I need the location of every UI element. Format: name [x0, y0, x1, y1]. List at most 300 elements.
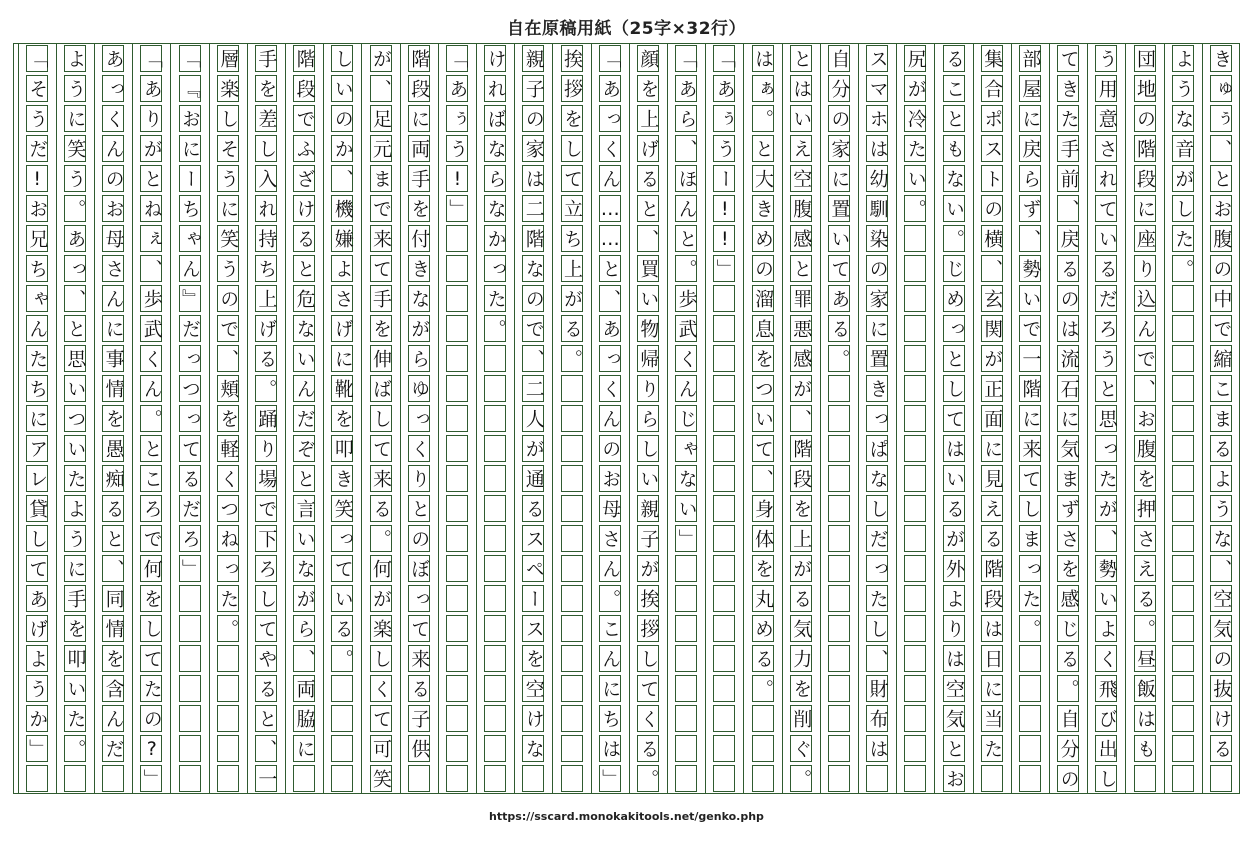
grid-cell: [713, 735, 735, 762]
grid-cell: 。: [904, 195, 926, 222]
grid-cell: 気: [790, 615, 812, 642]
grid-cell: 階: [1019, 375, 1041, 402]
grid-cell: [828, 765, 850, 792]
grid-cell: ん: [1134, 315, 1156, 342]
grid-cell: [446, 225, 468, 252]
grid-cell: 両: [293, 675, 315, 702]
grid-cell: ー: [179, 165, 201, 192]
grid-cell: 出: [1095, 735, 1117, 762]
grid-cell: る: [752, 645, 774, 672]
grid-cell: 戻: [1057, 225, 1079, 252]
grid-cell: 兄: [26, 225, 48, 252]
grid-cell: [446, 255, 468, 282]
grid-cell: ろ: [255, 555, 277, 582]
grid-cell: て: [752, 435, 774, 462]
grid-cell: が: [981, 345, 1003, 372]
grid-cell: [561, 375, 583, 402]
grid-cell: [561, 405, 583, 432]
grid-cell: 「: [26, 45, 48, 72]
grid-cell: 削: [790, 705, 812, 732]
grid-cell: い: [1095, 585, 1117, 612]
grid-cell: 階: [293, 45, 315, 72]
grid-cell: 、: [64, 285, 86, 312]
grid-cell: 階: [408, 45, 430, 72]
grid-cell: [675, 705, 697, 732]
grid-cell: し: [331, 45, 353, 72]
grid-cell: 手: [1057, 135, 1079, 162]
grid-cell: に: [599, 675, 621, 702]
grid-cell: な: [943, 165, 965, 192]
grid-cell: 、: [370, 75, 392, 102]
grid-cell: [828, 585, 850, 612]
grid-cell: り: [943, 615, 965, 642]
grid-cell: だ: [1095, 285, 1117, 312]
grid-cell: 差: [255, 105, 277, 132]
grid-cell: よ: [1172, 45, 1194, 72]
grid-cell: つ: [217, 495, 239, 522]
grid-cell: し: [1172, 195, 1194, 222]
grid-cell: 顔: [637, 45, 659, 72]
grid-cell: う: [1172, 75, 1194, 102]
grid-cell: あ: [675, 75, 697, 102]
grid-cell: け: [293, 195, 315, 222]
grid-cell: 子: [522, 75, 544, 102]
grid-cell: [64, 765, 86, 792]
grid-cell: る: [981, 525, 1003, 552]
grid-cell: と: [255, 705, 277, 732]
grid-cell: が: [1095, 495, 1117, 522]
grid-cell: と: [102, 525, 124, 552]
grid-cell: し: [561, 135, 583, 162]
grid-cell: に: [217, 195, 239, 222]
grid-cell: よ: [331, 255, 353, 282]
grid-cell: [1172, 375, 1194, 402]
grid-cell: 飛: [1095, 675, 1117, 702]
grid-cell: [1019, 675, 1041, 702]
grid-cell: ト: [981, 165, 1003, 192]
grid-cell: [446, 735, 468, 762]
grid-cell: の: [1210, 255, 1232, 282]
grid-cell: 武: [140, 315, 162, 342]
footer-url[interactable]: https://sscard.monokakitools.net/genko.php: [489, 810, 764, 823]
grid-cell: は: [866, 135, 888, 162]
grid-cell: だ: [26, 135, 48, 162]
grid-cell: を: [522, 645, 544, 672]
grid-cell: [1134, 765, 1156, 792]
grid-cell: っ: [64, 255, 86, 282]
grid-cell: 。: [637, 765, 659, 792]
column-divider: [896, 43, 897, 793]
grid-cell: [561, 735, 583, 762]
grid-cell: [713, 645, 735, 672]
grid-cell: [484, 735, 506, 762]
grid-cell: い: [943, 195, 965, 222]
grid-cell: て: [179, 435, 201, 462]
grid-cell: さ: [1057, 525, 1079, 552]
grid-cell: が: [293, 585, 315, 612]
grid-cell: が: [637, 555, 659, 582]
column-divider: [629, 43, 630, 793]
grid-cell: 笑: [217, 225, 239, 252]
grid-cell: と: [1210, 165, 1232, 192]
grid-cell: 息: [752, 315, 774, 342]
grid-cell: [1172, 285, 1194, 312]
grid-cell: し: [26, 525, 48, 552]
grid-cell: つ: [64, 405, 86, 432]
grid-cell: で: [217, 315, 239, 342]
grid-cell: 事: [102, 345, 124, 372]
grid-cell: と: [140, 165, 162, 192]
grid-cell: し: [943, 375, 965, 402]
grid-cell: は: [752, 45, 774, 72]
grid-cell: け: [1210, 705, 1232, 732]
grid-cell: 置: [866, 345, 888, 372]
grid-cell: ず: [1057, 495, 1079, 522]
grid-cell: ぐ: [790, 735, 812, 762]
grid-cell: で: [522, 315, 544, 342]
grid-cell: で: [1134, 345, 1156, 372]
grid-cell: ち: [26, 255, 48, 282]
grid-cell: を: [790, 495, 812, 522]
grid-cell: 母: [102, 225, 124, 252]
grid-cell: り: [408, 465, 430, 492]
grid-cell: 馴: [866, 195, 888, 222]
grid-cell: 空: [943, 675, 965, 702]
grid-cell: [713, 615, 735, 642]
grid-cell: [904, 645, 926, 672]
grid-cell: 部: [1019, 45, 1041, 72]
grid-cell: で: [370, 195, 392, 222]
grid-cell: 腹: [1210, 225, 1232, 252]
grid-cell: 分: [828, 75, 850, 102]
grid-cell: [1172, 735, 1194, 762]
grid-cell: 付: [408, 225, 430, 252]
grid-cell: き: [1057, 75, 1079, 102]
grid-cell: と: [140, 435, 162, 462]
grid-cell: 用: [1095, 75, 1117, 102]
grid-cell: ん: [102, 135, 124, 162]
grid-cell: こ: [599, 615, 621, 642]
grid-cell: ね: [140, 195, 162, 222]
grid-cell: る: [255, 675, 277, 702]
grid-cell: あ: [64, 225, 86, 252]
grid-cell: し: [370, 645, 392, 672]
grid-cell: な: [484, 195, 506, 222]
grid-cell: は: [599, 735, 621, 762]
grid-cell: う: [217, 255, 239, 282]
grid-cell: と: [943, 105, 965, 132]
column-divider: [94, 43, 95, 793]
grid-cell: る: [1210, 735, 1232, 762]
grid-cell: [484, 465, 506, 492]
grid-cell: [904, 435, 926, 462]
grid-cell: が: [904, 75, 926, 102]
grid-cell: れ: [255, 195, 277, 222]
grid-cell: あ: [713, 75, 735, 102]
grid-cell: [675, 675, 697, 702]
grid-cell: [1172, 765, 1194, 792]
grid-cell: 一: [1019, 345, 1041, 372]
grid-cell: 、: [522, 345, 544, 372]
grid-cell: う: [26, 105, 48, 132]
grid-cell: あ: [446, 75, 468, 102]
grid-cell: ろ: [1095, 315, 1117, 342]
grid-cell: 罪: [790, 285, 812, 312]
grid-cell: 空: [790, 165, 812, 192]
grid-cell: 、: [1019, 225, 1041, 252]
grid-cell: ち: [26, 375, 48, 402]
grid-cell: [828, 675, 850, 702]
grid-cell: る: [179, 465, 201, 492]
grid-cell: い: [293, 525, 315, 552]
column-divider: [56, 43, 57, 793]
grid-cell: 腹: [1134, 435, 1156, 462]
grid-cell: ん: [140, 375, 162, 402]
grid-cell: [446, 285, 468, 312]
grid-cell: に: [26, 405, 48, 432]
grid-cell: ず: [1019, 195, 1041, 222]
grid-cell: か: [331, 135, 353, 162]
grid-cell: り: [140, 105, 162, 132]
grid-cell: [1172, 645, 1194, 672]
grid-cell: [1172, 345, 1194, 372]
grid-cell: [904, 555, 926, 582]
grid-cell: あ: [599, 75, 621, 102]
grid-cell: 家: [828, 135, 850, 162]
grid-cell: の: [599, 435, 621, 462]
grid-cell: 、: [866, 645, 888, 672]
grid-cell: 押: [1134, 495, 1156, 522]
grid-cell: を: [408, 195, 430, 222]
grid-cell: 立: [561, 195, 583, 222]
grid-cell: い: [331, 75, 353, 102]
grid-cell: を: [1134, 465, 1156, 492]
grid-cell: ま: [370, 165, 392, 192]
grid-cell: 思: [64, 345, 86, 372]
grid-cell: な: [293, 315, 315, 342]
grid-cell: [331, 735, 353, 762]
column-divider: [400, 43, 401, 793]
column-divider: [782, 43, 783, 793]
grid-cell: [179, 645, 201, 672]
grid-cell: め: [943, 285, 965, 312]
grid-cell: 両: [408, 135, 430, 162]
grid-cell: ス: [522, 525, 544, 552]
grid-cell: [713, 525, 735, 552]
grid-cell: 下: [255, 525, 277, 552]
grid-cell: れ: [484, 75, 506, 102]
grid-cell: [484, 495, 506, 522]
grid-cell: [675, 585, 697, 612]
grid-cell: が: [943, 525, 965, 552]
grid-cell: ス: [522, 615, 544, 642]
grid-cell: ち: [561, 225, 583, 252]
grid-cell: よ: [1095, 615, 1117, 642]
grid-cell: 言: [293, 495, 315, 522]
grid-cell: ー: [713, 165, 735, 192]
grid-cell: 脇: [293, 705, 315, 732]
grid-cell: し: [217, 105, 239, 132]
grid-cell: 。: [484, 315, 506, 342]
grid-cell: き: [866, 375, 888, 402]
grid-cell: い: [293, 345, 315, 372]
grid-cell: 。: [64, 195, 86, 222]
grid-cell: 」: [140, 765, 162, 792]
grid-cell: と: [943, 345, 965, 372]
grid-cell: [484, 675, 506, 702]
grid-cell: 、: [102, 555, 124, 582]
grid-cell: も: [943, 135, 965, 162]
grid-cell: 気: [1210, 615, 1232, 642]
grid-cell: [484, 705, 506, 732]
grid-cell: 踊: [255, 405, 277, 432]
grid-cell: 元: [370, 135, 392, 162]
column-divider: [209, 43, 210, 793]
grid-cell: て: [370, 255, 392, 282]
grid-cell: う: [446, 135, 468, 162]
grid-cell: は: [1134, 705, 1156, 732]
grid-cell: っ: [484, 255, 506, 282]
grid-cell: ふ: [293, 135, 315, 162]
grid-cell: [446, 555, 468, 582]
grid-cell: 自: [828, 45, 850, 72]
grid-cell: い: [943, 465, 965, 492]
grid-cell: 腹: [790, 195, 812, 222]
grid-cell: 親: [637, 495, 659, 522]
grid-cell: る: [1057, 645, 1079, 672]
grid-cell: 嫌: [331, 225, 353, 252]
grid-cell: い: [637, 465, 659, 492]
grid-cell: 体: [752, 525, 774, 552]
grid-cell: 大: [752, 165, 774, 192]
grid-cell: だ: [179, 315, 201, 342]
column-divider: [1049, 43, 1050, 793]
grid-cell: た: [217, 585, 239, 612]
grid-cell: る: [102, 495, 124, 522]
grid-cell: [1210, 765, 1232, 792]
grid-cell: き: [752, 195, 774, 222]
grid-cell: た: [1057, 105, 1079, 132]
grid-cell: …: [599, 195, 621, 222]
grid-cell: っ: [331, 525, 353, 552]
grid-cell: ゅ: [1210, 75, 1232, 102]
grid-cell: [446, 435, 468, 462]
grid-cell: 物: [637, 315, 659, 342]
grid-cell: な: [522, 255, 544, 282]
grid-cell: る: [1134, 585, 1156, 612]
grid-cell: だ: [179, 495, 201, 522]
grid-cell: く: [599, 375, 621, 402]
grid-cell: [675, 765, 697, 792]
grid-cell: ら: [637, 405, 659, 432]
grid-cell: [675, 555, 697, 582]
grid-cell: 。: [752, 105, 774, 132]
grid-cell: 入: [255, 165, 277, 192]
grid-cell: 、: [255, 735, 277, 762]
grid-cell: [828, 555, 850, 582]
grid-cell: と: [64, 315, 86, 342]
grid-cell: の: [981, 195, 1003, 222]
grid-cell: で: [1210, 315, 1232, 342]
grid-cell: 含: [102, 675, 124, 702]
grid-cell: く: [408, 435, 430, 462]
grid-cell: [1019, 765, 1041, 792]
grid-cell: ゃ: [675, 435, 697, 462]
grid-cell: に: [179, 135, 201, 162]
grid-cell: そ: [217, 135, 239, 162]
grid-cell: て: [1095, 195, 1117, 222]
grid-cell: [217, 765, 239, 792]
grid-cell: [561, 465, 583, 492]
grid-cell: よ: [64, 495, 86, 522]
grid-cell: [331, 675, 353, 702]
grid-cell: 気: [943, 705, 965, 732]
grid-cell: な: [866, 465, 888, 492]
grid-cell: 感: [790, 225, 812, 252]
grid-cell: 手: [408, 165, 430, 192]
grid-cell: 財: [866, 675, 888, 702]
grid-cell: て: [637, 675, 659, 702]
grid-cell: 中: [1210, 285, 1232, 312]
grid-cell: [713, 465, 735, 492]
column-divider: [591, 43, 592, 793]
grid-cell: お: [1210, 195, 1232, 222]
grid-cell: あ: [140, 75, 162, 102]
grid-cell: [1172, 705, 1194, 732]
grid-cell: と: [675, 225, 697, 252]
grid-cell: ス: [981, 135, 1003, 162]
grid-cell: こ: [140, 465, 162, 492]
grid-cell: 見: [981, 465, 1003, 492]
grid-cell: し: [637, 435, 659, 462]
grid-cell: よ: [1210, 465, 1232, 492]
grid-cell: [446, 405, 468, 432]
grid-cell: 、: [675, 135, 697, 162]
grid-cell: が: [408, 315, 430, 342]
grid-cell: る: [1210, 435, 1232, 462]
grid-cell: 尻: [904, 45, 926, 72]
grid-cell: ほ: [675, 165, 697, 192]
grid-cell: 機: [331, 195, 353, 222]
grid-cell: [713, 705, 735, 732]
grid-cell: 楽: [370, 615, 392, 642]
column-divider: [1087, 43, 1088, 793]
grid-cell: [904, 405, 926, 432]
grid-cell: [828, 615, 850, 642]
grid-cell: [484, 615, 506, 642]
grid-cell: が: [370, 585, 392, 612]
grid-cell: [331, 705, 353, 732]
grid-cell: 自: [1057, 705, 1079, 732]
grid-cell: [1172, 405, 1194, 432]
grid-cell: 母: [599, 495, 621, 522]
grid-cell: ゃ: [179, 225, 201, 252]
grid-cell: は: [866, 735, 888, 762]
grid-cell: 面: [981, 405, 1003, 432]
grid-cell: [484, 405, 506, 432]
grid-cell: い: [752, 405, 774, 432]
grid-cell: う: [1095, 345, 1117, 372]
column-divider: [858, 43, 859, 793]
grid-cell: 」: [599, 765, 621, 792]
grid-cell: を: [331, 405, 353, 432]
grid-cell: と: [1095, 375, 1117, 402]
grid-cell: る: [943, 495, 965, 522]
grid-cell: 日: [981, 645, 1003, 672]
grid-cell: ー: [522, 585, 544, 612]
grid-cell: 挨: [637, 585, 659, 612]
grid-cell: な: [1172, 105, 1194, 132]
